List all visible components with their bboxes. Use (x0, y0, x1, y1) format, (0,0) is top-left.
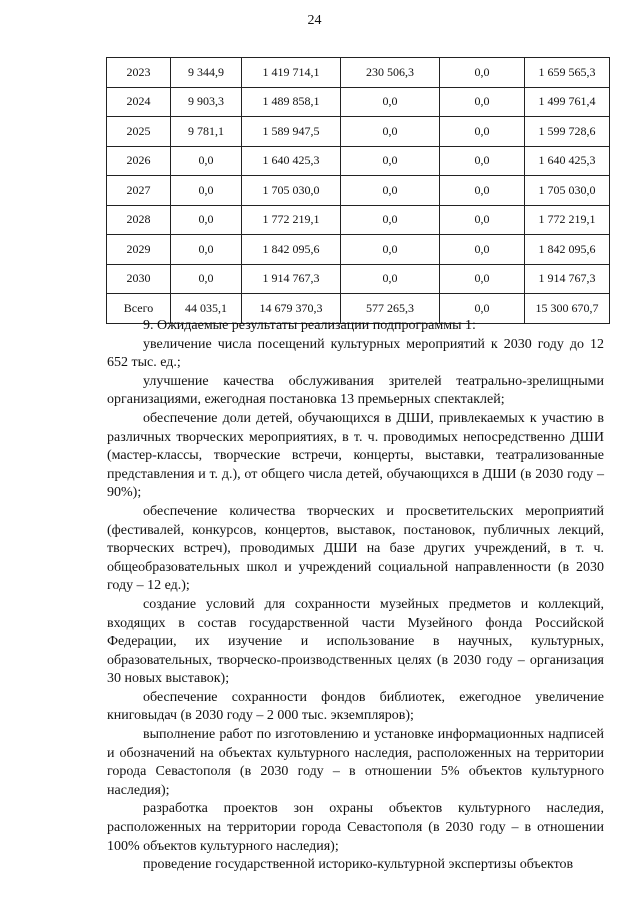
value-cell: 1 659 565,3 (525, 58, 610, 88)
value-cell: 1 772 219,1 (525, 205, 610, 235)
value-cell: 0,0 (341, 146, 440, 176)
result-paragraph: обеспечение количества творческих и просветительских мероприятий (фестивалей, конкурсов, концертов, выставок, постановок, публичных лекций, творческих встреч), проводимых ДШИ на базе других учреждений, в т. ч. общеобразовательных школ и учреждений социальной направленности (в 2030 году – 12 ед.); (107, 503, 604, 594)
table-row (107, 264, 610, 294)
value-cell: 1 842 095,6 (525, 235, 610, 265)
result-paragraph: создание условий для сохранности музейных предметов и коллекций, входящих в состав государственной части Музейного фонда Российской Федерации, их изучение и использование в научных, культурных, образовательных, творческо-производственных целях (в 2030 году – организация 30 новых выставок); (107, 596, 604, 687)
value-cell: 1 640 425,3 (525, 146, 610, 176)
value-cell: 0,0 (440, 146, 525, 176)
year-cell: 2026 (107, 146, 171, 176)
value-cell: 577 265,3 (341, 294, 440, 324)
value-cell: 1 419 714,1 (242, 58, 341, 88)
value-cell: 1 914 767,3 (242, 264, 341, 294)
funding-table-body (107, 58, 610, 324)
result-paragraph: разработка проектов зон охраны объектов культурного наследия, расположенных на территории города Севастополя (в 2030 году – в отношении 100% объектов культурного наследия); (107, 801, 604, 854)
result-paragraph: увеличение числа посещений культурных мероприятий к 2030 году до 12 652 тыс. ед.; (107, 336, 604, 371)
value-cell: 0,0 (440, 87, 525, 117)
value-cell: 0,0 (440, 176, 525, 206)
value-cell: 1 842 095,6 (242, 235, 341, 265)
value-cell: 0,0 (171, 235, 242, 265)
year-cell: 2028 (107, 205, 171, 235)
table-row (107, 146, 610, 176)
table-row (107, 87, 610, 117)
table-row (107, 117, 610, 147)
value-cell: 1 489 858,1 (242, 87, 341, 117)
value-cell: 9 781,1 (171, 117, 242, 147)
value-cell: 0,0 (440, 264, 525, 294)
value-cell: 0,0 (440, 117, 525, 147)
section-heading: 9. Ожидаемые результаты реализации подпрограммы 1: (143, 318, 476, 333)
value-cell: 1 589 947,5 (242, 117, 341, 147)
value-cell: 0,0 (440, 205, 525, 235)
page-number: 24 (307, 13, 322, 28)
value-cell: 1 772 219,1 (242, 205, 341, 235)
value-cell: 0,0 (440, 58, 525, 88)
value-cell: 1 705 030,0 (525, 176, 610, 206)
value-cell: 15 300 670,7 (525, 294, 610, 324)
value-cell: 0,0 (440, 294, 525, 324)
value-cell: 1 705 030,0 (242, 176, 341, 206)
year-cell: 2025 (107, 117, 171, 147)
value-cell: 0,0 (171, 264, 242, 294)
year-cell: 2029 (107, 235, 171, 265)
table-row (107, 176, 610, 206)
value-cell: 44 035,1 (171, 294, 242, 324)
value-cell: 1 914 767,3 (525, 264, 610, 294)
value-cell: 9 903,3 (171, 87, 242, 117)
year-cell: Всего (107, 294, 171, 324)
paragraph-list (107, 336, 604, 875)
result-paragraph: улучшение качества обслуживания зрителей театрально-зрелищными организациями, ежегодная постановка 13 премьерных спектаклей; (107, 373, 604, 408)
value-cell: 14 679 370,3 (242, 294, 341, 324)
year-cell: 2024 (107, 87, 171, 117)
year-cell: 2023 (107, 58, 171, 88)
value-cell: 0,0 (171, 176, 242, 206)
value-cell: 0,0 (440, 235, 525, 265)
funding-table (106, 57, 610, 324)
result-paragraph: проведение государственной историко-культурной экспертизы объектов (143, 857, 574, 873)
table-row (107, 58, 610, 88)
value-cell: 230 506,3 (341, 58, 440, 88)
value-cell: 0,0 (341, 235, 440, 265)
value-cell: 0,0 (171, 205, 242, 235)
value-cell: 0,0 (341, 176, 440, 206)
result-paragraph: обеспечение доли детей, обучающихся в ДШИ, привлекаемых к участию в различных творческих мероприятиях, в т. ч. проводимых непосредственно ДШИ (мастер-классы, творческие встречи, концерты, выставки, театрализованные представления и т. д.), от общего числа детей, обучающихся в ДШИ (в 2030 году – 90%); (107, 410, 604, 501)
value-cell: 1 499 761,4 (525, 87, 610, 117)
year-cell: 2027 (107, 176, 171, 206)
result-paragraph: выполнение работ по изготовлению и установке информационных надписей и обозначений на объектах культурного наследия, расположенных на территории города Севастополя (в 2030 году – в отношении 5% объектов культурного наследия); (107, 727, 604, 798)
value-cell: 0,0 (341, 87, 440, 117)
table-row (107, 205, 610, 235)
table-row (107, 235, 610, 265)
result-paragraph: обеспечение сохранности фондов библиотек, ежегодное увеличение книговыдач (в 2030 году – 2 000 тыс. экземпляров); (107, 689, 604, 724)
value-cell: 9 344,9 (171, 58, 242, 88)
value-cell: 0,0 (341, 264, 440, 294)
value-cell: 0,0 (341, 117, 440, 147)
value-cell: 0,0 (171, 146, 242, 176)
value-cell: 1 599 728,6 (525, 117, 610, 147)
value-cell: 1 640 425,3 (242, 146, 341, 176)
expected-results-section (107, 317, 604, 875)
value-cell: 0,0 (341, 205, 440, 235)
year-cell: 2030 (107, 264, 171, 294)
